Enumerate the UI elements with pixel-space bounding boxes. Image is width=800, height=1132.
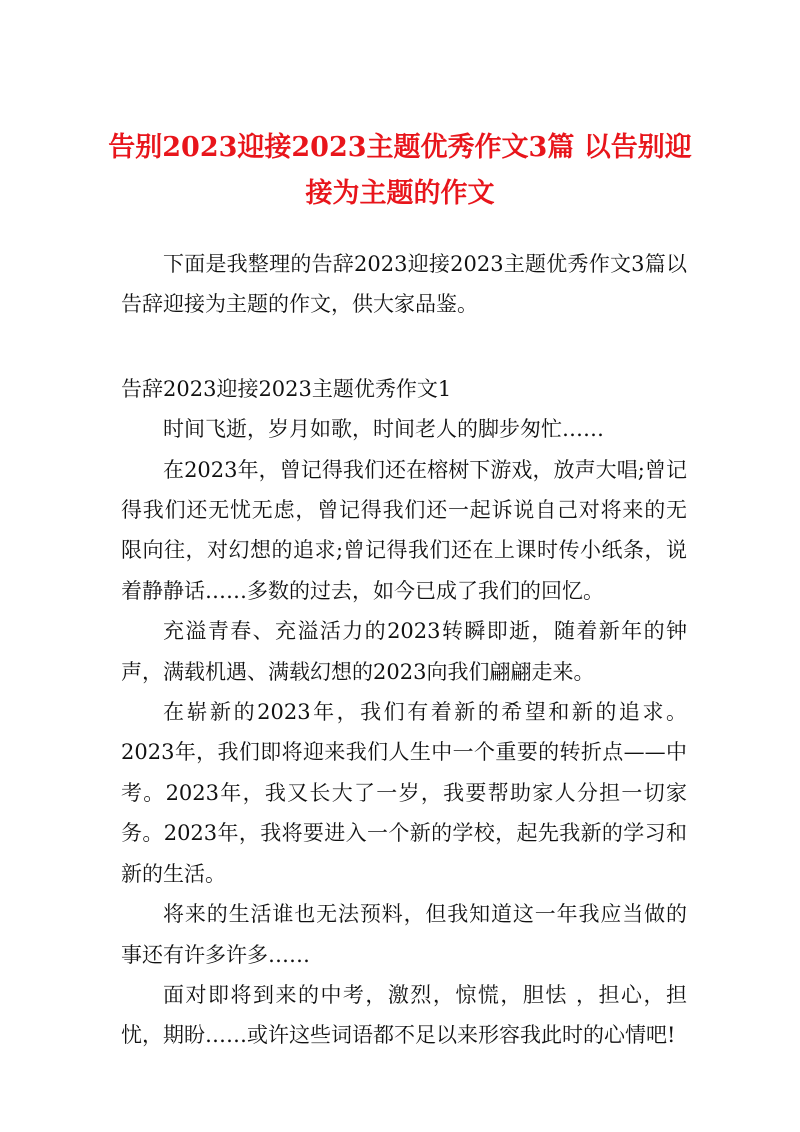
section-heading: 告辞2023迎接2023主题优秀作文1 (121, 376, 452, 401)
body-paragraph-4: 在崭新的2023年，我们有着新的希望和新的追求。2023年，我们即将迎来我们人生中一个重要的转折点——中考。2023年，我又长大了一岁，我要帮助家人分担一切家务。2023年，我将要进入一个新的学校，起先我新的学习和新的生活。 (121, 700, 687, 886)
intro-paragraph: 下面是我整理的告辞2023迎接2023主题优秀作文3篇以告辞迎接为主题的作文，供大家品鉴。 (121, 252, 687, 317)
body-paragraph-6: 面对即将到来的中考，激烈，惊慌，胆怯 ，担心，担忧，期盼……或许这些词语都不足以来形容我此时的心情吧! (121, 982, 687, 1048)
body-paragraph-2: 在2023年，曾记得我们还在榕树下游戏，放声大唱;曾记得我们还无忧无虑，曾记得我们还一起诉说自己对将来的无限向往，对幻想的追求;曾记得我们还在上课时传小纸条，说着静静话……多数的过去，如今已成了我们的回忆。 (121, 457, 687, 603)
document-title: 告别2023迎接2023主题优秀作文3篇 以告别迎接为主题的作文 (108, 132, 692, 209)
body-paragraph-5: 将来的生活谁也无法预料，但我知道这一年我应当做的事还有许多许多…… (121, 902, 687, 967)
document-body (121, 244, 687, 1056)
body-paragraph-1: 时间飞逝，岁月如歌，时间老人的脚步匆忙…… (163, 417, 604, 442)
body-paragraph-3: 充溢青春、充溢活力的2023转瞬即逝，随着新年的钟声，满载机遇、满载幻想的2023向我们翩翩走来。 (121, 619, 687, 684)
